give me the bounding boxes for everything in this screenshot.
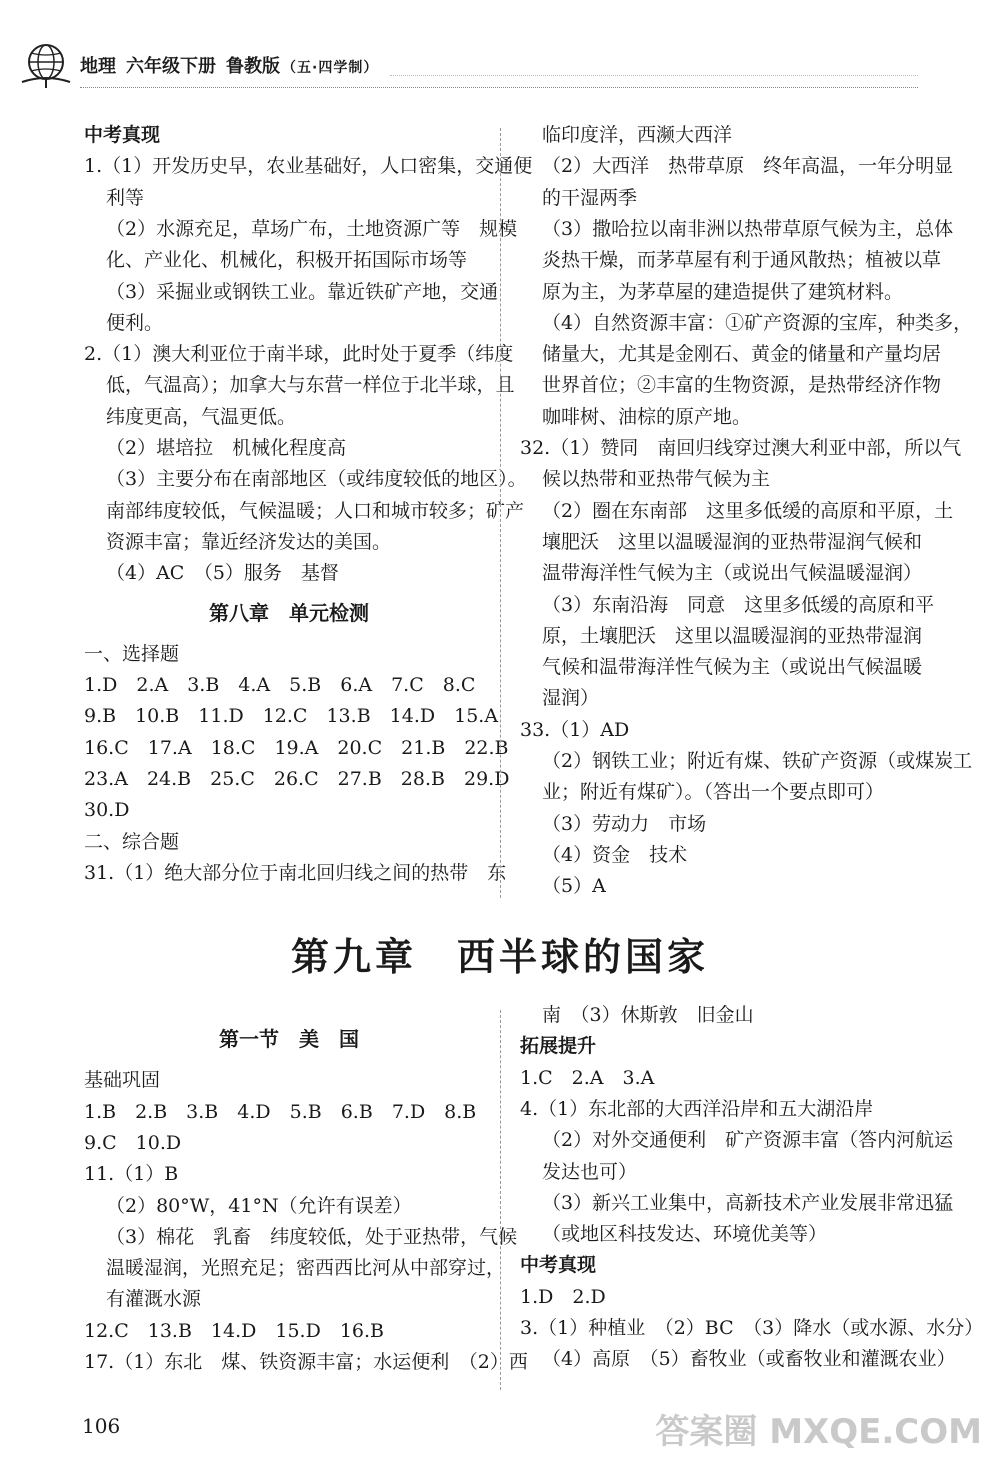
answer-line: 有灌溉水源 xyxy=(106,1288,202,1311)
subsection-label: 中考真现 xyxy=(520,1254,597,1277)
answer-line: 基础巩固 xyxy=(84,1069,161,1092)
column-divider-top xyxy=(500,128,501,898)
answer-line: （2）大西洋 热带草原 终年高温，一年分明显 xyxy=(542,155,954,178)
header-edition: 鲁教版 xyxy=(226,56,280,77)
answer-line: （3）棉花 乳畜 纬度较低，处于亚热带，气候 xyxy=(106,1225,518,1248)
answer-line: 1.D 2.D xyxy=(520,1285,606,1308)
header-badge: （五·四学制） xyxy=(282,60,379,76)
answer-line: 原为主，为茅草屋的建造提供了建筑材料。 xyxy=(542,280,904,303)
answer-line: 纬度更高，气温更低。 xyxy=(106,405,297,428)
answer-line: 16.C 17.A 18.C 19.A 20.C 21.B 22.B xyxy=(84,736,509,759)
answer-line: 一、选择题 xyxy=(84,642,180,665)
answer-line: 1.C 2.A 3.A xyxy=(520,1066,655,1089)
answer-line: 3.（1）种植业 （2）BC （3）降水（或水源、水分） xyxy=(520,1317,984,1339)
answer-line: （2）圈在东南部 这里多低缓的高原和平原，土 xyxy=(542,499,954,522)
answer-line: 温带海洋性气候为主（或说出气候温暖湿润） xyxy=(542,562,923,585)
answer-line: 17.（1）东北 煤、铁资源丰富；水运便利 （2）西 xyxy=(84,1351,528,1373)
page-header xyxy=(0,0,1000,100)
answer-line: 2.（1）澳大利亚位于南半球，此时处于夏季（纬度 xyxy=(84,343,514,366)
answer-line: （3）撒哈拉以南非洲以热带草原气候为主，总体 xyxy=(542,217,954,240)
answer-line: （3）主要分布在南部地区（或纬度较低的地区）。 xyxy=(106,468,527,491)
chapter-name: 西半球的国家 xyxy=(457,935,710,979)
answer-line: 临印度洋，西濒大西洋 xyxy=(542,124,733,146)
answer-line: （2）钢铁工业；附近有煤、铁矿产资源（或煤炭工 xyxy=(542,750,973,772)
answer-line: 9.C 10.D xyxy=(84,1131,182,1154)
answer-line: 二、综合题 xyxy=(84,830,180,853)
watermark-logo: 答案圈 MXQE.COM xyxy=(655,1412,982,1452)
answer-line: （3）采掘业或钢铁工业。靠近铁矿产地，交通 xyxy=(106,280,499,303)
answer-line: 发达也可） xyxy=(542,1160,638,1183)
answer-line: 33.（1）AD xyxy=(520,718,630,741)
answer-line: （2）对外交通便利 矿产资源丰富（答内河航运 xyxy=(542,1129,954,1152)
answer-line: 南 （3）休斯敦 旧金山 xyxy=(542,1004,754,1026)
answer-line: 世界首位；②丰富的生物资源，是热带经济作物 xyxy=(542,374,942,397)
answer-line: 4.（1）东北部的大西洋沿岸和五大湖沿岸 xyxy=(520,1097,874,1120)
answer-line: （2）80°W，41°N（允许有误差） xyxy=(106,1194,412,1217)
header-grade: 六年级下册 xyxy=(126,56,216,77)
header-rule-upper xyxy=(390,75,918,76)
answer-line: 1.D 2.A 3.B 4.A 5.B 6.A 7.C 8.C xyxy=(84,674,476,697)
answer-line: （4）自然资源丰富：①矿产资源的宝库，种类多， xyxy=(542,311,973,334)
chapter-title xyxy=(0,926,1000,981)
header-title xyxy=(80,52,290,78)
column-divider-bottom xyxy=(500,1010,501,1390)
answer-line: （2）堪培拉 机械化程度高 xyxy=(106,437,347,459)
answer-line: 12.C 13.B 14.D 15.D 16.B xyxy=(84,1319,385,1342)
answer-line: （4）AC （5）服务 基督 xyxy=(106,562,339,585)
section-heading: 第八章 单元检测 xyxy=(209,600,369,625)
answer-line: （或地区科技发达、环境优美等） xyxy=(542,1223,828,1246)
answer-line: 炎热干燥，而茅草屋有利于通风散热；植被以草 xyxy=(542,249,942,272)
chapter-number: 第九章 xyxy=(290,935,417,979)
answer-line: 利等 xyxy=(106,186,145,209)
answer-line: 湿润） xyxy=(542,687,600,710)
answer-line: 的干湿两季 xyxy=(542,186,638,209)
answer-line: 1.（1）开发历史早，农业基础好，人口密集，交通便 xyxy=(84,155,533,178)
subsection-label: 拓展提升 xyxy=(520,1035,597,1058)
answer-line: 资源丰富；靠近经济发达的美国。 xyxy=(106,530,392,553)
answer-line: 南部纬度较低，气候温暖；人口和城市较多；矿产 xyxy=(106,499,525,522)
header-subject: 地理 xyxy=(80,56,116,77)
answer-line: 31.（1）绝大部分位于南北回归线之间的热带 东 xyxy=(84,861,507,884)
globe-logo-icon xyxy=(18,38,74,90)
answer-line: （5）A xyxy=(542,875,606,898)
answer-line: （3）新兴工业集中，高新技术产业发展非常迅猛 xyxy=(542,1191,954,1214)
answer-line: 低，气温高）；加拿大与东营一样位于北半球，且 xyxy=(106,374,515,397)
answer-line: 23.A 24.B 25.C 26.C 27.B 28.B 29.D xyxy=(84,768,510,790)
answer-line: （4）资金 技术 xyxy=(542,843,688,866)
answer-line: 业；附近有煤矿）。（答出一个要点即可） xyxy=(542,781,885,804)
answer-line: 32.（1）赞同 南回归线穿过澳大利亚中部，所以气 xyxy=(520,437,962,459)
answer-line: 气候和温带海洋性气候为主（或说出气候温暖 xyxy=(542,656,923,679)
section-heading: 第一节 美 国 xyxy=(219,1027,359,1051)
answer-line: （3）东南沿海 同意 这里多低缓的高原和平 xyxy=(542,593,935,616)
answer-line: （4）高原 （5）畜牧业（或畜牧业和灌溉农业） xyxy=(542,1348,956,1371)
answer-line: 温暖湿润，光照充足；密西西比河从中部穿过， xyxy=(106,1257,506,1280)
answer-line: 9.B 10.B 11.D 12.C 13.B 14.D 15.A xyxy=(84,705,499,728)
header-rule xyxy=(80,87,918,88)
answer-line: 候以热带和亚热带气候为主 xyxy=(542,468,771,491)
answer-line: 咖啡树、油棕的原产地。 xyxy=(542,405,752,428)
answer-line: （3）劳动力 市场 xyxy=(542,812,707,835)
answer-line: 化、产业化、机械化，积极开拓国际市场等 xyxy=(106,249,468,272)
answer-line: 1.B 2.B 3.B 4.D 5.B 6.B 7.D 8.B xyxy=(84,1100,477,1123)
answer-line: （2）水源充足，草场广布，土地资源广等 规模 xyxy=(106,217,518,240)
answer-line: 储量大，尤其是金刚石、黄金的储量和产量均居 xyxy=(542,343,942,366)
subsection-label: 中考真现 xyxy=(84,124,161,146)
answer-line: 壤肥沃 这里以温暖湿润的亚热带湿润气候和 xyxy=(542,530,923,553)
page-number: 106 xyxy=(82,1414,121,1438)
answer-line: 30.D xyxy=(84,799,130,822)
answer-line: 11.（1）B xyxy=(84,1163,179,1186)
answer-line: 便利。 xyxy=(106,311,164,334)
answer-line: 原，土壤肥沃 这里以温暖湿润的亚热带湿润 xyxy=(542,624,923,647)
